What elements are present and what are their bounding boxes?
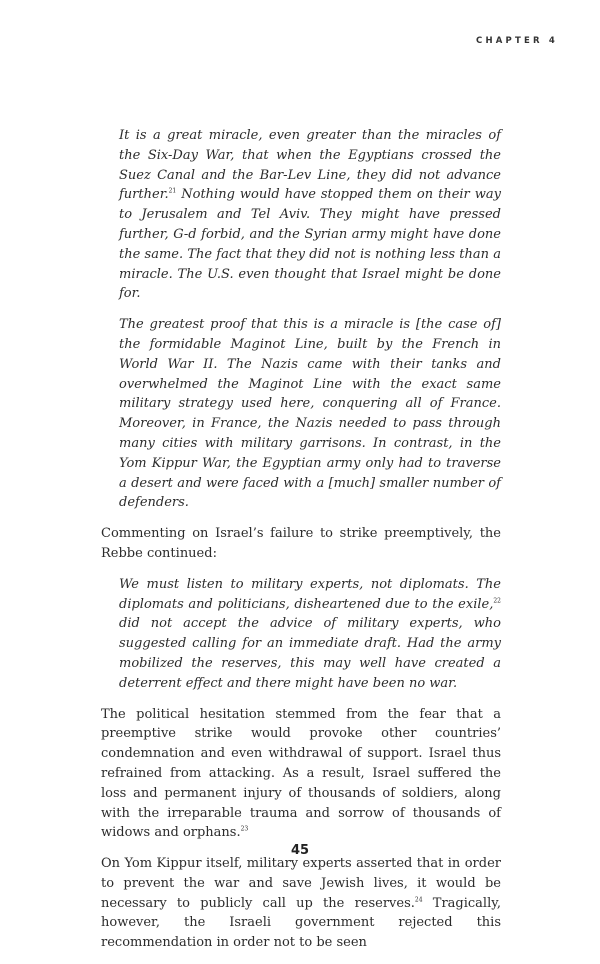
- footnote-ref[interactable]: 22: [493, 597, 501, 605]
- text-span: The political hesitation stemmed from the fear that a preemptive strike would provoke other countries’ condemnation and even withdrawal of support. Israel thus refrained from attacking. As a result, Israel suffered the loss and permanent injury of thousands of soldiers, along with the irreparable trauma and sorrow of thousands of widows and orphans.: [101, 706, 501, 841]
- text-span: It is a great miracle, even greater than the miracles of the Six-Day War, that when the Egyptians crossed the Suez Canal and the Bar-Lev Line, they did not advance further.: [119, 128, 501, 203]
- block-quote: [101, 315, 501, 513]
- body-paragraph: [101, 524, 501, 564]
- body-paragraph: [101, 705, 501, 844]
- footnote-ref[interactable]: 23: [240, 825, 249, 833]
- body-paragraph: [101, 854, 501, 953]
- text-span: Nothing would have stopped them on their way to Jerusalem and Tel Aviv. They might have pressed further, G-d forbid, and the Syrian army might have done the same. The fact that they did not is nothing less than a miracle. The U.S. even thought that Israel might be done for.: [119, 187, 501, 302]
- text-span: did not accept the advice of military experts, who suggested calling for an immediate draft. Had the army mobilized the reserves, this may well have created a deterrent effect and there might have been no war.: [119, 616, 501, 691]
- text-span: The greatest proof that this is a miracle is [the case of] the formidable Maginot Line, built by the French in World War II. The Nazis came with their tanks and overwhelmed the Maginot Line with the exact same military strategy used here, conquering all of France. Moreover, in France, the Nazis needed to pass through many cities with military garrisons. In contrast, in the Yom Kippur War, the Egyptian army only had to traverse a desert and were faced with a [much] smaller number of defenders.: [119, 317, 501, 511]
- text-span: We must listen to military experts, not diplomats. The diplomats and politicians, disheartened due to the exile,: [119, 576, 501, 612]
- text-span: On Yom Kippur itself, military experts asserted that in order to prevent the war and save Jewish lives, it would be necessary to publicly call up the reserves.: [101, 856, 501, 911]
- block-quote: [101, 126, 501, 304]
- footnote-ref[interactable]: 21: [168, 188, 177, 196]
- block-quote: [101, 575, 501, 694]
- footnote-ref[interactable]: 24: [414, 896, 423, 904]
- text-span: Tragically, however, the Israeli government rejected this recommendation in order not to be seen: [101, 895, 501, 951]
- page-body: [101, 126, 501, 964]
- page-number: 45: [290, 843, 310, 858]
- running-head: CHAPTER 4: [476, 36, 558, 46]
- text-span: Commenting on Israel’s failure to strike preemptively, the Rebbe continued:: [101, 526, 501, 561]
